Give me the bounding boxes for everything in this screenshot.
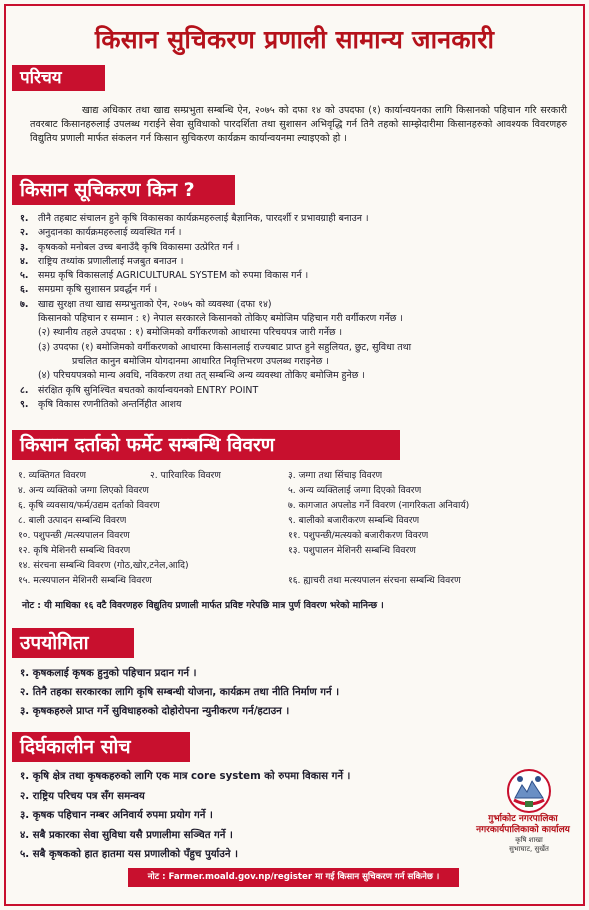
longterm-list (20, 767, 489, 865)
why-list (20, 212, 575, 412)
list-subitem: (२) स्थानीय तहले उपदफा : १) बमोजिमको वर्गीकरणको आधारमा परिचयपत्र जारी गर्नेछ । (38, 327, 343, 339)
list-item: २. राष्ट्रिय परिचय पत्र सँग समन्वय (20, 790, 145, 802)
format-row: १२. कृषि मेशिनरी सम्बन्धि विवरण १३. पशुपालन मेशिनरी सम्बन्धि विवरण (18, 545, 416, 556)
list-item: ४. राष्ट्रिय तथ्यांक प्रणालीलाई मजबुत बनाउन । (20, 255, 184, 267)
list-item: ५. सबै कृषकको हात हातमा यस प्रणालीको पँहुच पुर्याउने । (20, 849, 238, 860)
list-item: ४. सबै प्रकारका सेवा सुविधा यसै प्रणालीमा सञ्चित गर्ने । (20, 829, 233, 841)
office-name: गुर्भाकोट नगरपालिका (488, 814, 558, 824)
list-subitem: (४) परिचयपत्रको मान्य अवधि, नविकरण तथा तत् सम्बन्धि अन्य व्यवस्था तोकिए बमोजिम हुनेछ । (38, 370, 365, 382)
list-item: १. तीनै तहबाट संचालन हुने कृषि विकासका कार्यक्रमहरुलाई बैज्ञानिक, पारदर्शी र प्रभावग्राही बनाउन । (20, 213, 369, 224)
format-row: १०. पशुपन्छी /मत्स्यपालन विवरण ११. पशुपन्छी/मत्स्यको बजारीकरण विवरण (18, 530, 429, 541)
list-item: २. तिनै तहका सरकारका लागि कृषि सम्बन्धी योजना, कार्यक्रम तथा नीति निर्माण गर्न । (20, 687, 340, 698)
intro-paragraph (30, 104, 567, 145)
format-row: १४. संरचना सम्बन्धि विवरण (गोठ,खोर,टनेल,आदि) (18, 560, 189, 571)
list-item: ५. समग्र कृषि विकासलाई AGRICULTURAL SYSTEM को रुपमा विकास गर्न । (20, 270, 309, 282)
list-item: ७. खाद्य सुरक्षा तथा खाद्य सम्प्रभुताको ऐन, २०७५ को व्यवस्था (दफा १४) (20, 298, 272, 310)
format-row: ८. बाली उत्पादन सम्बन्धि विवरण ९. बालीको बजारीकरण सम्बन्धि विवरण (18, 515, 420, 526)
format-heading: किसान दर्ताको फर्मेट सम्बन्धि विवरण (12, 430, 400, 460)
office-block (476, 768, 574, 878)
list-item: ३. कृषक पहिचान नम्बर अनिवार्य रुपमा प्रयोग गर्ने । (20, 810, 213, 821)
format-row: १. व्यक्तिगत विवरण २. पारिवारिक विवरण ३. जग्गा तथा सिंचाइ विवरण (18, 470, 383, 481)
list-item: २. अनुदानका कार्यक्रमहरुलाई व्यवस्थित गर्न । (20, 227, 182, 239)
why-heading: किसान सूचिकरण किन ? (12, 175, 235, 205)
format-grid (18, 468, 575, 588)
list-subitem: प्रचलित कानुन बमोजिम योगदानमा आधारित निवृत्तिभरण उपलब्ध गराइनेछ । (72, 355, 329, 367)
format-row: १५. मत्स्यपालन मेशिनरी सम्बन्धि विवरण १६. ह्याचरी तथा मत्स्यपालन संरचना सम्बन्धि विवरण (18, 575, 461, 586)
list-item: १. कृषि क्षेत्र तथा कृषकहरुको लागि एक मात्र core system को रुपमा विकास गर्ने । (20, 771, 351, 782)
footer-note: नोट : Farmer.moald.gov.np/register मा गई किसान सुचिकरण गर्न सकिनेछ । (128, 868, 459, 887)
office-branch: कृषि शाखा (515, 836, 543, 844)
nepal-emblem-icon (506, 768, 552, 814)
format-row: ६. कृषि व्यवसाय/फर्म/उद्यम दर्ताको विवरण ७. कागजात अपलोड गर्ने विवरण (नागरिकता अनिवार्य) (18, 500, 470, 511)
utility-heading: उपयोगिता (12, 628, 134, 658)
list-item: ३. कृषकको मनोबल उच्च बनाउँदै कृषि विकासमा उत्प्रेरित गर्न । (20, 241, 240, 253)
list-item: १. कृषकलाई कृषक हुनुको पहिचान प्रदान गर्न । (20, 668, 197, 679)
list-subitem: किसानको पहिचान र सम्मान : १) नेपाल सरकारले किसानको तोकिए बमोजिम पहिचान गरी वर्गीकरण गर्नेछ । (38, 313, 403, 325)
office-title: नगरकार्यपालिकाको कार्यालय (476, 825, 570, 835)
list-item: ६. समग्रमा कृषि सुशासन प्रवर्द्धन गर्न । (20, 284, 158, 296)
utility-list (20, 664, 575, 721)
page-title: किसान सुचिकरण प्रणाली सामान्य जानकारी (94, 25, 495, 54)
list-item: ९. कृषि विकास रणनीतिको अन्तर्निहीत आशय (20, 398, 182, 410)
intro-heading: परिचय (12, 65, 105, 91)
intro-text: खाद्य अधिकार तथा खाद्य सम्प्रभुता सम्बन्धि ऐन, २०७५ को दफा १४ को उपदफा (१) कार्यान्वयनका लागि किसानको पहिचान गरि सरकारी तवरबाट किसानहरुलाई उपलब्ध गराईने सेवा सुविधाको पारदर्शिता तथा सुशासन अभिवृद्धि गर्न तिनै तहको साम्झेदारीमा किसानहरुको आवश्यक विवरणहरु विद्युतिय प्रणाली मार्फत संकलन गर्न किसान सुचिकरण कार्यक्रम कार्यान्वयनमा ल्याइएको हो । (30, 105, 567, 144)
list-subitem: (३) उपदफा (१) बमोजिमको वर्गीकरणको आधारमा किसानलाई राज्यबाट प्राप्त हुने सहुलियत, छुट, सुविधा तथा (38, 341, 412, 353)
office-address: सुभाघाट, सुर्खेत (509, 845, 549, 853)
list-item: ८. संरक्षित कृषि सुनिश्चित बचतको कार्यान्वयनको ENTRY POINT (20, 384, 259, 396)
format-row: ४. अन्य व्यक्तिको जग्गा लिएको विवरण ५. अन्य व्यक्तिलाई जग्गा दिएको विवरण (18, 485, 422, 496)
longterm-heading: दिर्घकालीन सोच (12, 732, 190, 762)
format-note: नोट : यी माथिका १६ वटै विवरणहरु विद्युतिय प्रणाली मार्फत प्रविष्ट गरेपछि मात्र पुर्ण विवरण भरेको मानिन्छ । (22, 600, 384, 611)
list-item: ३. कृषकहरुले प्राप्त गर्ने सुविधाहरुको दोहोरोपना न्युनीकरण गर्न/हटाउन । (20, 706, 290, 717)
